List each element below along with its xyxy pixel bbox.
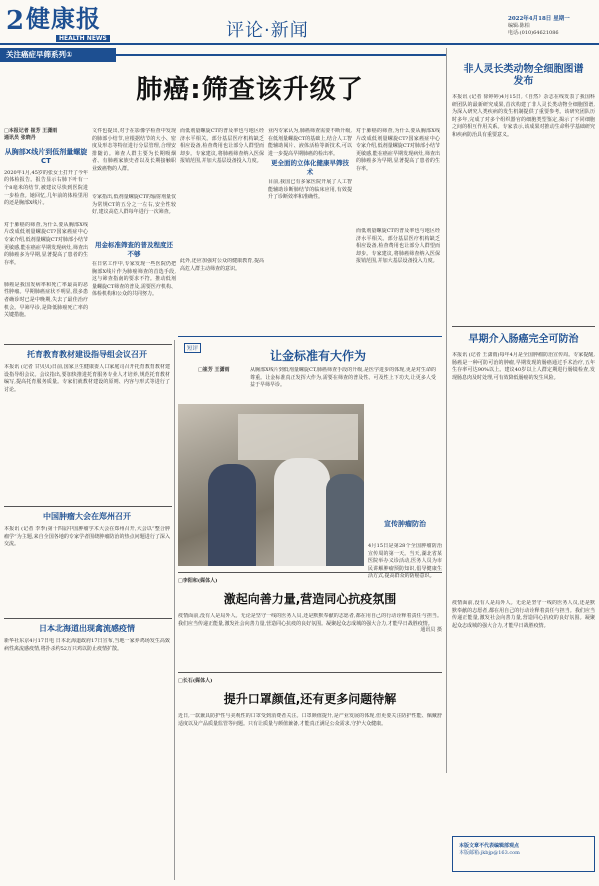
page-number: 2	[6, 6, 25, 36]
commentary-box	[178, 336, 442, 400]
right-divider	[452, 326, 595, 327]
col5-para1: 对于肺癌的筛查,为什么要从胸部X线片改成低剂量螺旋CT?国家癌症中心专家介绍,低剂量螺旋CT对肺部小结节更敏感,能在癌症早期发现病灶,筛查出的肺癌多为早期,显著提高了患者的生存率。	[356, 128, 440, 172]
col2-para1: 文件也提出,对于在影像学检查中发现的肺部小结节,应根据结节的大小、密度及形态等特征进行分层管理,合理安排随访。筛查人群主要为长期吸烟者、有肺癌家族史者以及长期接触职业致癌物的人群。	[92, 128, 176, 172]
right-column-divider	[446, 48, 447, 773]
left-story-1	[4, 350, 170, 494]
left-story-2-body: 本报讯 (记者 李季)第十四届中国肿瘤学术大会在郑州召开,大会以“整合肿瘤学”为主题,来自全国各地的专家学者围绕肿瘤防治的热点问题进行了深入交流。	[4, 526, 170, 548]
contact-box	[452, 836, 595, 872]
commentary-byline: □崔芳 王潇雨	[198, 367, 230, 373]
bottom-divider-2	[178, 672, 442, 673]
right-story-1-body: 本报讯 (记者 徐婷婷)4月15日,《自然》杂志在线发表了我国科研团队的最新研究成果,首次构建了非人灵长类动物全细胞图谱,为深入研究人类疾病的发生机制提供了重要参考。该研究团队历时多年,完成了对多个组织器官的细胞类型鉴定,揭示了不同细胞之间的相互作用关系。专家表示,该成果对推动生命科学基础研究和疾病防治具有重要意义。	[452, 94, 595, 138]
series-label-text: 关注癌症早筛系列①	[6, 50, 73, 59]
opinion-1-author: □李阳和(媒体人)	[178, 578, 218, 584]
right-story-2	[452, 334, 595, 532]
right-story-1	[452, 64, 595, 320]
issue-date: 2022年4月18日 星期一	[508, 16, 570, 22]
photo-person-3	[326, 474, 364, 566]
left-story-divider-2	[4, 618, 172, 619]
left-story-2-headline: 中国肿瘤大会在郑州召开	[43, 512, 131, 521]
opinion-2-author: □长石(媒体人)	[178, 678, 213, 684]
brand-english: HEALTH NEWS	[56, 35, 110, 42]
main-story-col4	[268, 128, 352, 338]
col4-subhead: 更全面的立体化健康早筛技术	[271, 159, 349, 176]
left-story-1-body: 本报讯 (记者 甘贝贝)日前,国家卫生健康委人口家庭司召开托育教育教材建设指导组会议。会议指出,要加快推进托育服务专业人才培养,规范托育教材编写,提高托育服务质量。专家们就教材建设的原则、内容与形式等进行了讨论。	[4, 364, 170, 393]
right-story-2-headline: 早期介入肠癌完全可防治	[468, 334, 579, 345]
left-story-1-headline: 托育教育教材建设指导组会议召开	[27, 350, 147, 359]
col2-para2: 专家指出,低剂量螺旋CT的辐射剂量仅为常规CT的五分之一左右,安全性较好,建议高危人群每年进行一次筛查。	[92, 194, 176, 216]
left-story-3-headline: 日本北海道出现禽流感疫情	[39, 624, 135, 633]
left-story-3-body: 新华社东京4月17日电 日本北海道政府17日宣布,当地一家养鸡场发生高致病性禽流感疫情,将扑杀约52万只鸡以防止疫情扩散。	[4, 638, 170, 652]
main-story-byline: □本报记者 崔芳 王潇雨 通讯员 张晓丹	[4, 128, 58, 142]
opinion-2-headline: 提升口罩颜值,还有更多问题待解	[223, 692, 397, 707]
masthead-rule	[0, 43, 599, 45]
left-story-2	[4, 512, 170, 606]
main-story-subhead: 从胸部X线片到低剂量螺旋CT	[4, 147, 88, 165]
left-story-3	[4, 624, 170, 788]
section-title: 评论·新闻	[226, 20, 309, 41]
contact-note: 本版文章不代表编辑部观点	[459, 843, 520, 849]
main-headline: 肺癌:筛查该升级了	[136, 75, 364, 105]
phone: 电话:(010)64621086	[508, 30, 559, 36]
brand-name: 健康报	[26, 4, 101, 33]
right-story-1-headline: 非人灵长类动物全细胞图谱发布	[463, 64, 584, 87]
col4-para2: 目前,我国已有多家医院开展了人工智能辅助诊断肺结节的临床应用,有效提升了诊断效率和准确性。	[268, 179, 352, 201]
bottom-divider-1	[178, 572, 442, 573]
commentary-headline: 让金标准有大作为	[269, 349, 366, 363]
col3-para2: 此外,还应加强对公众的健康教育,提高高危人群主动筛查的意识。	[180, 258, 264, 272]
series-label	[0, 48, 116, 62]
opinion-2	[178, 678, 442, 882]
right-lower-text	[452, 600, 595, 830]
right-lower-body: 疫情面前,没有人是局外人。无论是坚守一线的医务人员,还是默默奉献的志愿者,都在用自己的行动诠释着责任与担当。我们应当传递正能量,激发社会向善力量,营造同心抗疫的良好氛围。凝聚起众志成城的强大合力,才能早日战胜疫情。	[452, 600, 595, 629]
banner-rule	[116, 54, 446, 56]
main-story-col3	[180, 128, 264, 338]
col5-para2: 而低剂量螺旋CT的普及率也与地区经济水平相关。部分基层医疗机构缺乏相应设备,检查费用也让部分人群望而却步。专家建议,将肺癌筛查纳入医保报销范围,并加大基层设备投入力度。	[356, 228, 440, 265]
contact-email[interactable]: 本版邮箱:jkbjp@163.com	[459, 850, 520, 857]
main-story-para2: 对于肺癌的筛查,为什么要从胸部X线片改成低剂量螺旋CT?国家癌症中心专家介绍,低剂量螺旋CT对肺部小结节更敏感,能在癌症早期发现病灶,筛查出的肺癌多为早期,显著提高了患者的生存率。	[4, 221, 88, 266]
opinion-1	[178, 578, 442, 670]
opinion-1-headline: 激起向善力量,营造同心抗疫氛围	[223, 592, 397, 607]
left-lower-divider	[4, 344, 172, 345]
opinion-1-body: 疫情面前,没有人是局外人。无论是坚守一线的医务人员,还是默默奉献的志愿者,都在用自己的行动诠释着责任与担当。我们应当传递正能量,激发社会向善力量,营造同心抗疫的良好氛围。凝聚起众志成城的强大合力,才能早日战胜疫情。	[178, 613, 442, 627]
commentary-body: 从胸部X线片到低剂量螺旋CT,肺癌筛查手段的升级,是医学进步的体现,更是对生命的尊重。让金标准真正发挥大作为,需要在筛查的普及性、可及性上下功夫,让更多人受益于早筛早诊。	[250, 367, 436, 389]
photo-credit: 通讯员 摄	[420, 627, 442, 633]
main-story-col2	[92, 128, 176, 338]
main-story-col5	[356, 128, 440, 338]
col2-para3: 在日常工作中,专家发现一些医院仍把胸部X线片作为肺癌筛查的首选手段,这与筛查指南的要求不符。推动低剂量螺旋CT筛查的普及,需要医疗机构、体检机构和公众的共同努力。	[92, 261, 176, 298]
photo-caption-title: 宣传肿瘤防治	[384, 520, 426, 528]
photo-person-1	[208, 464, 256, 566]
col3-para1: 而低剂量螺旋CT的普及率也与地区经济水平相关。部分基层医疗机构缺乏相应设备,检查费用也让部分人群望而却步。专家建议,将肺癌筛查纳入医保报销范围,并加大基层设备投入力度。	[180, 128, 264, 165]
photo-person-2	[274, 458, 330, 566]
editor: 编辑:陈柏	[508, 23, 530, 29]
event-photo	[178, 404, 364, 566]
commentary-tag: 短评	[184, 343, 201, 353]
photo-banner-shape	[238, 414, 358, 460]
left-column-divider	[174, 340, 175, 880]
left-story-divider-1	[4, 506, 172, 507]
main-story-para1: 2020年1月,45岁的张女士打开了今年的体检报告。报告显示右肺下叶有一个8毫米的结节,被建议尽快到医院进一步检查。她回忆,几年前的体检里用的还是胸部X线片。	[4, 169, 88, 207]
col2-subhead: 用金标准筛查的普及程度还不够	[95, 241, 173, 258]
main-story	[4, 128, 88, 343]
main-story-para3: 肺癌是我国发病率和死亡率最高的恶性肿瘤。早期肺癌症状不明显,很多患者确诊时已是中晚期,失去了最佳治疗机会。早筛早诊,是降低肺癌死亡率的关键措施。	[4, 281, 88, 319]
masthead	[0, 0, 599, 44]
photo-caption-body: 4月15日是第28个全国肿瘤防治宣传周的第一天。当天,湖北省某医院举办义诊活动,医务人员为市民讲解肿瘤预防知识,倡导健康生活方式,提高群众的防癌意识。	[368, 543, 442, 580]
col4-intro: 业内专家认为,肺癌筛查需要不断升级,在低剂量螺旋CT的基础上,结合人工智能辅助阅片、液体活检等新技术,可以进一步提高早期肺癌的检出率。	[268, 128, 352, 156]
opinion-2-body: 近日,一款兼具防护性与美观性的口罩受到消费者关注。口罩颜值提升,是产业发展的体现,但更要关注防护性能、佩戴舒适度以及产品质量监管等问题。只有让质量与颜值兼备,才能真正满足公众需求,守护大众健康。	[178, 713, 442, 727]
right-story-2-body: 本报讯 (记者 王潇雨)每年4月是全国肿瘤防治宣传周。专家提醒,肠癌是一种可防可治的肿瘤,早期发现的肠癌通过手术治疗,五年生存率可达90%以上。建议40岁以上人群定期进行肠镜检查,发现肠息肉及时处理,可有效降低肠癌的发生风险。	[452, 352, 595, 381]
